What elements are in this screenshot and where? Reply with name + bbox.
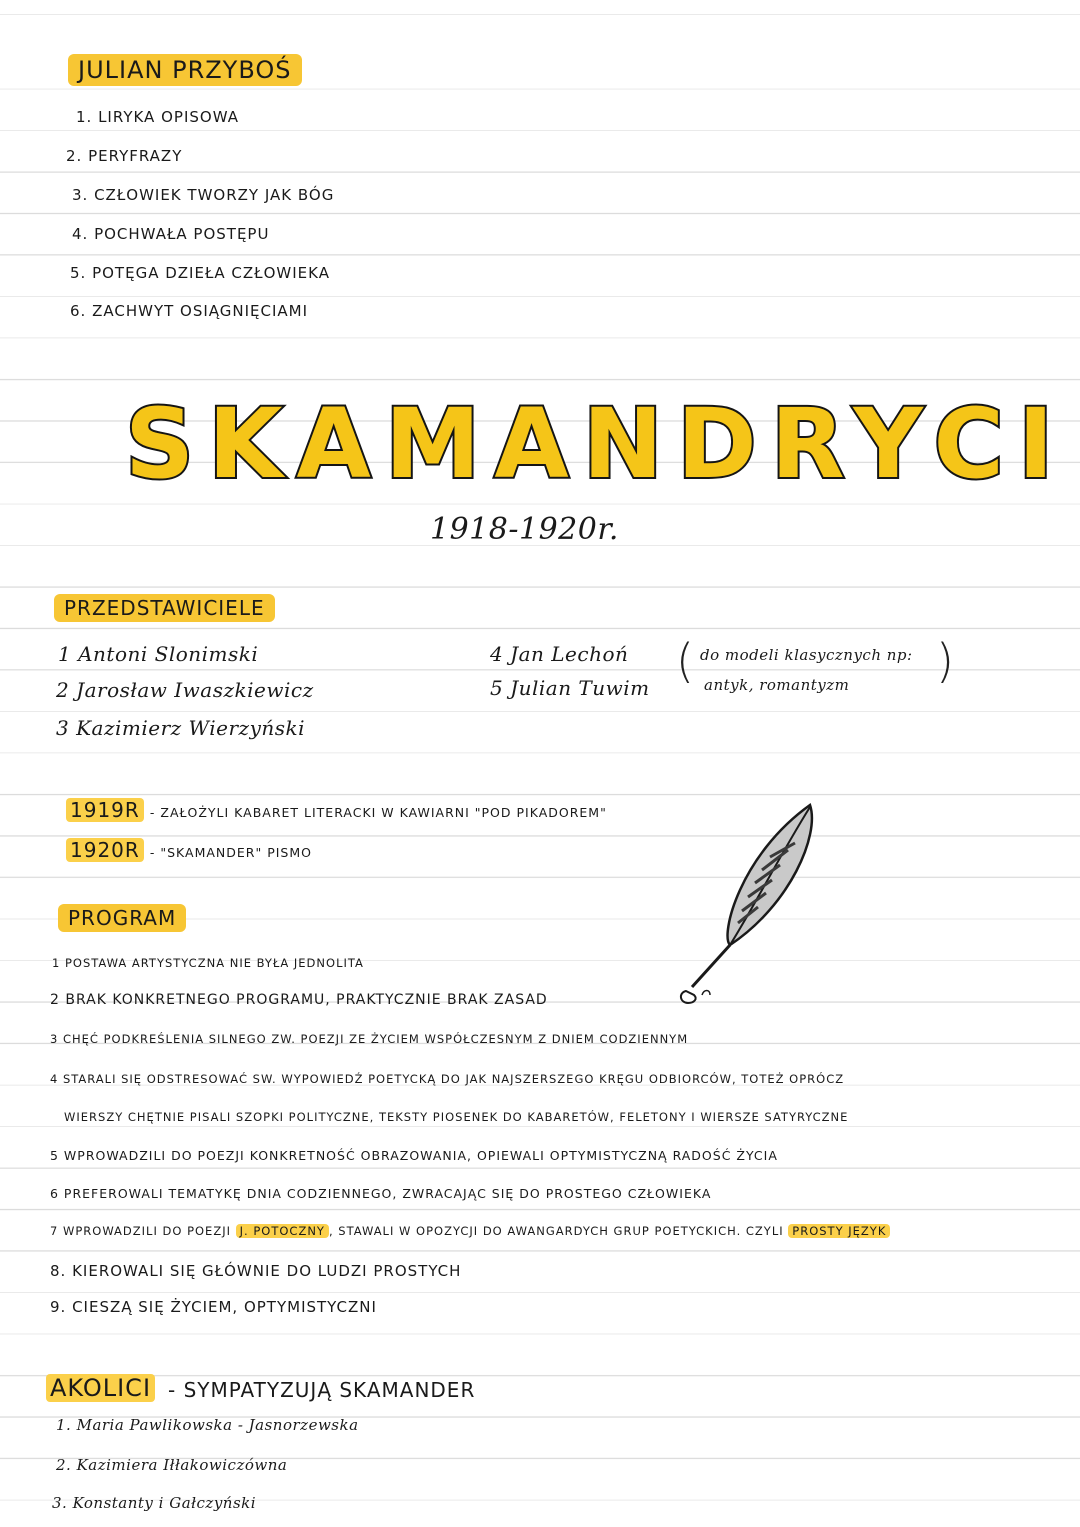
program-heading xyxy=(58,906,186,930)
program-item-7-highlight: J. POTOCZNY xyxy=(236,1224,329,1238)
program-item-7 xyxy=(50,1224,890,1238)
representative-item: 2 Jarosław Iwaszkiewicz xyxy=(56,678,314,702)
event-row xyxy=(66,838,312,862)
representative-item: 4 Jan Lechoń xyxy=(490,642,629,666)
akolici-heading xyxy=(46,1374,155,1402)
program-item: 2 BRAK KONKRETNEGO PROGRAMU, PRAKTYCZNIE BRAK ZASAD xyxy=(50,992,548,1008)
akolici-subtitle: - SYMPATYZUJĄ SKAMANDER xyxy=(168,1378,476,1402)
program-item-7-middle: , STAWALI W OPOZYCJI DO AWANGARDYCH GRUP POETYCKICH. CZYLI xyxy=(328,1224,784,1238)
representatives-heading-text: PRZEDSTAWICIELE xyxy=(54,594,275,622)
program-item: WIERSZY CHĘTNIE PISALI SZOPKI POLITYCZNE, TEKSTY PIOSENEK DO KABARETÓW, FELETONY I WIERSZE SATYRYCZNE xyxy=(64,1110,849,1124)
program-item: 4 STARALI SIĘ ODSTRESOWAĆ SW. WYPOWIEDŹ POETYCKĄ DO JAK NAJSZERSZEGO KRĘGU ODBIORCÓW, TOTEŻ OPRÓCZ xyxy=(50,1072,845,1086)
open-bracket: ( xyxy=(676,634,694,688)
main-title xyxy=(120,385,1068,500)
przybos-item: 1. LIRYKA OPISOWA xyxy=(76,108,239,126)
main-title-text: SKAMANDRYCI xyxy=(125,388,1068,500)
przybos-item: 2. PERYFRAZY xyxy=(66,147,183,165)
representative-item: 1 Antoni Slonimski xyxy=(58,642,259,666)
representatives-heading xyxy=(54,596,275,620)
representative-item: 3 Kazimierz Wierzyński xyxy=(56,716,306,740)
akolici-item: 3. Konstanty i Gałczyński xyxy=(52,1494,257,1512)
event-text: - "SKAMANDER" PISMO xyxy=(149,845,312,860)
przybos-item: 5. POTĘGA DZIEŁA CZŁOWIEKA xyxy=(70,264,330,282)
program-item: 5 WPROWADZILI DO POEZJI KONKRETNOŚĆ OBRAZOWANIA, OPIEWALI OPTYMISTYCZNĄ RADOŚĆ ŻYCIA xyxy=(50,1148,778,1163)
przybos-item: 4. POCHWAŁA POSTĘPU xyxy=(72,225,270,243)
program-item-7-highlight: PROSTY JĘZYK xyxy=(788,1224,890,1238)
program-item: 9. CIESZĄ SIĘ ŻYCIEM, OPTYMISTYCZNI xyxy=(50,1298,377,1316)
program-item: 3 CHĘĆ PODKREŚLENIA SILNEGO ZW. POEZJI ZE ŻYCIEM WSPÓŁCZESNYM Z DNIEM CODZIENNYM xyxy=(50,1032,689,1046)
akolici-item: 1. Maria Pawlikowska - Jasnorzewska xyxy=(56,1416,359,1434)
event-row xyxy=(66,798,607,822)
close-bracket: ) xyxy=(936,634,954,688)
event-year: 1919R xyxy=(66,798,144,822)
program-item: 1 POSTAWA ARTYSTYCZNA NIE BYŁA JEDNOLITA xyxy=(52,956,364,970)
program-item: 8. KIEROWALI SIĘ GŁÓWNIE DO LUDZI PROSTYCH xyxy=(50,1262,462,1280)
models-note-line-1: do modeli klasycznych np: xyxy=(700,646,913,664)
przybos-item: 6. ZACHWYT OSIĄGNIĘCIAMI xyxy=(70,302,309,320)
przybos-title xyxy=(68,56,302,84)
przybos-title-text: JULIAN PRZYBOŚ xyxy=(68,54,302,86)
program-item: 6 PREFEROWALI TEMATYKĘ DNIA CODZIENNEGO, ZWRACAJĄC SIĘ DO PROSTEGO CZŁOWIEKA xyxy=(50,1186,712,1201)
models-note-line-2: antyk, romantyzm xyxy=(704,676,850,694)
quill-feather-icon xyxy=(670,795,830,1005)
representative-item: 5 Julian Tuwim xyxy=(490,676,650,700)
year-range: 1918-1920r. xyxy=(430,512,619,547)
program-heading-text: PROGRAM xyxy=(58,904,186,932)
akolici-item: 2. Kazimiera Iłłakowiczówna xyxy=(56,1456,288,1474)
event-year: 1920R xyxy=(66,838,144,862)
przybos-item: 3. CZŁOWIEK TWORZY JAK BÓG xyxy=(72,186,335,204)
program-item-7-start: 7 WPROWADZILI DO POEZJI xyxy=(50,1224,231,1238)
akolici-heading-text: AKOLICI xyxy=(46,1374,155,1402)
event-text: - ZAŁOŻYLI KABARET LITERACKI W KAWIARNI "POD PIKADOREM" xyxy=(149,805,607,820)
